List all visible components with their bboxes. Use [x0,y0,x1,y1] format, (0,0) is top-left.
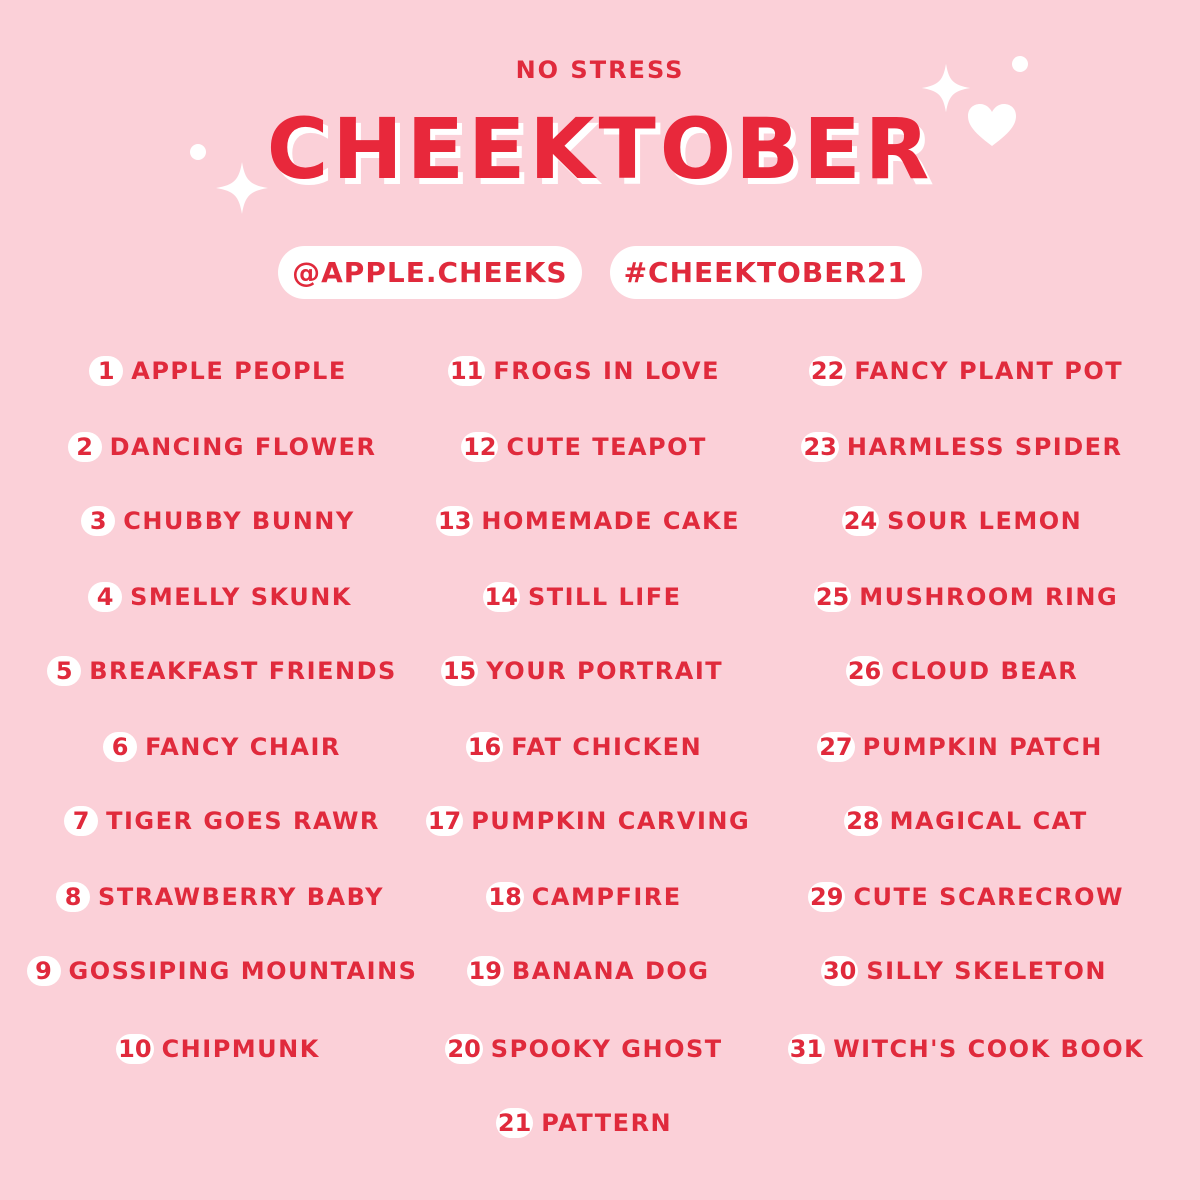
prompt-label: FANCY PLANT POT [854,357,1124,385]
prompt-label: CUTE TEAPOT [506,433,707,461]
prompt-label: PATTERN [541,1109,673,1137]
prompt-number: 12 [463,433,497,461]
prompt-number: 18 [488,883,522,911]
prompt-label: MUSHROOM RING [859,583,1119,611]
prompt-label: SPOOKY GHOST [490,1035,723,1063]
prompt-label: APPLE PEOPLE [131,357,347,385]
prompt-label: HOMEMADE CAKE [481,507,740,535]
prompt-label: HARMLESS SPIDER [846,433,1123,461]
prompt-number: 24 [843,507,878,535]
prompt-label: CAMPFIRE [531,883,682,911]
prompt-number: 30 [822,957,857,985]
prompt-label: PUMPKIN CARVING [471,807,751,835]
prompt-number: 25 [815,583,850,611]
prompt-number: 16 [467,733,502,761]
subtitle: NO STRESS [515,56,685,84]
prompt-number: 27 [819,733,853,761]
prompt-number: 5 [47,656,81,686]
prompt-label: GOSSIPING MOUNTAINS [68,957,418,985]
prompt-label: CLOUD BEAR [891,657,1079,685]
prompt-number: 19 [468,957,502,985]
prompt-number: 13 [438,507,472,535]
prompt-number: 17 [427,807,462,835]
prompt-label: BREAKFAST FRIENDS [89,657,397,685]
prompt-label: MAGICAL CAT [889,807,1088,835]
prompt-number: 28 [846,807,880,835]
prompt-label: FANCY CHAIR [145,733,341,761]
prompt-number: 11 [449,357,484,385]
prompt-label: BANANA DOG [511,957,710,985]
prompt-number: 1 [89,356,123,386]
prompt-number: 6 [103,732,137,762]
prompt-label: SOUR LEMON [887,507,1083,535]
prompt-number: 3 [81,506,115,536]
prompt-label: SILLY SKELETON [866,957,1108,985]
hashtag-tag: #CHEEKTOBER21 [610,246,922,299]
prompt-number: 10 [118,1035,152,1063]
prompt-label: YOUR PORTRAIT [486,657,724,685]
prompt-number: 9 [27,956,61,986]
prompt-number: 21 [497,1109,532,1137]
prompt-number: 26 [847,657,882,685]
prompt-label: PUMPKIN PATCH [862,733,1103,761]
prompt-label: FROGS IN LOVE [493,357,721,385]
prompt-label: SMELLY SKUNK [130,583,352,611]
prompt-number: 31 [789,1035,824,1063]
prompt-label: FAT CHICKEN [511,733,703,761]
prompt-label: CHIPMUNK [161,1035,320,1063]
page-title: CHEEKTOBER [266,100,934,198]
prompt-number: 8 [56,882,90,912]
prompt-number: 14 [484,583,518,611]
prompt-number: 29 [810,883,844,911]
prompt-label: TIGER GOES RAWR [106,807,380,835]
prompt-label: CHUBBY BUNNY [123,507,355,535]
prompt-label: CUTE SCARECROW [853,883,1124,911]
prompt-number: 20 [447,1035,481,1063]
prompt-number: 23 [803,433,837,461]
prompt-number: 7 [64,806,98,836]
tag-row [0,246,1200,299]
prompt-label: STRAWBERRY BABY [98,883,384,911]
prompt-number: 4 [88,582,122,612]
handle-tag: @APPLE.CHEEKS [278,246,581,299]
prompt-number: 15 [442,657,477,685]
prompt-label: STILL LIFE [527,583,682,611]
prompt-label: DANCING FLOWER [109,433,377,461]
prompt-number: 2 [68,432,102,462]
prompt-label: WITCH'S COOK BOOK [833,1035,1145,1063]
prompt-number: 22 [810,357,845,385]
